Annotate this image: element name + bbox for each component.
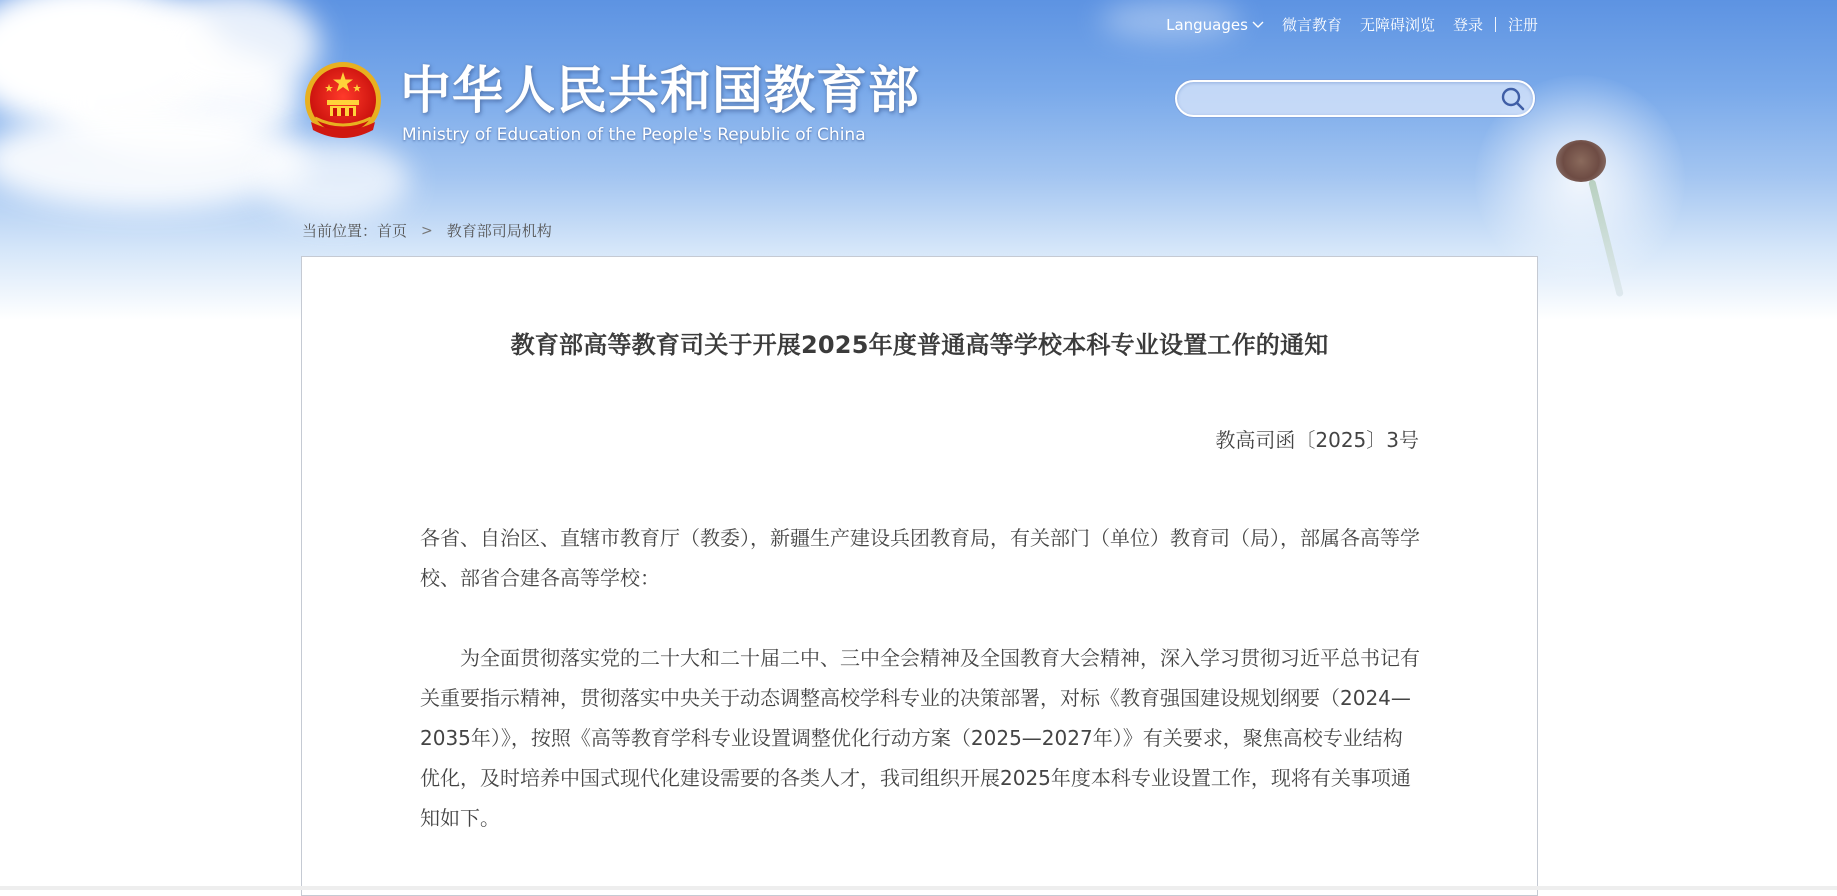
document-number: 教高司函〔2025〕3号 <box>1215 428 1419 452</box>
national-emblem-icon[interactable] <box>303 60 383 148</box>
search-icon[interactable] <box>1500 86 1526 112</box>
window-bottom-edge <box>0 886 1837 890</box>
top-links <box>1166 14 1538 35</box>
search-box <box>1175 80 1535 117</box>
link-divider <box>1495 17 1496 32</box>
breadcrumb-separator-icon: > <box>421 222 433 239</box>
auth-links <box>1453 14 1538 35</box>
site-subtitle: Ministry of Education of the People's Republic of China <box>402 125 866 145</box>
article-title: 教育部高等教育司关于开展2025年度普通高等学校本科专业设置工作的通知 <box>510 331 1329 359</box>
login-link[interactable]: 登录 <box>1452 16 1483 34</box>
accessible-browsing-link[interactable]: 无障碍浏览 <box>1359 16 1435 34</box>
languages-label: Languages <box>1166 15 1248 34</box>
cloud-decoration <box>260 140 410 220</box>
site-title[interactable]: 中华人民共和国教育部 <box>400 62 921 121</box>
register-link[interactable]: 注册 <box>1507 16 1538 34</box>
search-input[interactable] <box>1191 86 1475 113</box>
languages-dropdown[interactable] <box>1166 16 1264 34</box>
cloud-decoration <box>0 110 310 210</box>
breadcrumb-home[interactable]: 首页 <box>377 222 408 240</box>
breadcrumb-department[interactable]: 教育部司局机构 <box>446 222 552 240</box>
weiyan-link[interactable]: 微言教育 <box>1281 16 1342 34</box>
breadcrumb <box>302 220 552 241</box>
article-paragraph: 各省、自治区、直辖市教育厅（教委），新疆生产建设兵团教育局，有关部门（单位）教育司（局），部属各高等学校、部省合建各高等学校： <box>420 526 1420 590</box>
breadcrumb-prefix: 当前位置： <box>302 222 378 240</box>
article-card <box>301 256 1538 896</box>
dandelion-core <box>1556 140 1606 182</box>
article-paragraph: 为全面贯彻落实党的二十大和二十届二中、三中全会精神及全国教育大会精神，深入学习贯彻习近平总书记有关重要指示精神，贯彻落实中央关于动态调整高校学科专业的决策部署，对标《教育强国建设规划纲要（2024—2035年）》，按照《高等教育学科专业设置调整优化行动方案（2025—2027年）》有关要求，聚焦高校专业结构优化，及时培养中国式现代化建设需要的各类人才，我司组织开展2025年度本科专业设置工作，现将有关事项通知如下。 <box>420 646 1420 830</box>
chevron-down-icon <box>1252 21 1264 29</box>
